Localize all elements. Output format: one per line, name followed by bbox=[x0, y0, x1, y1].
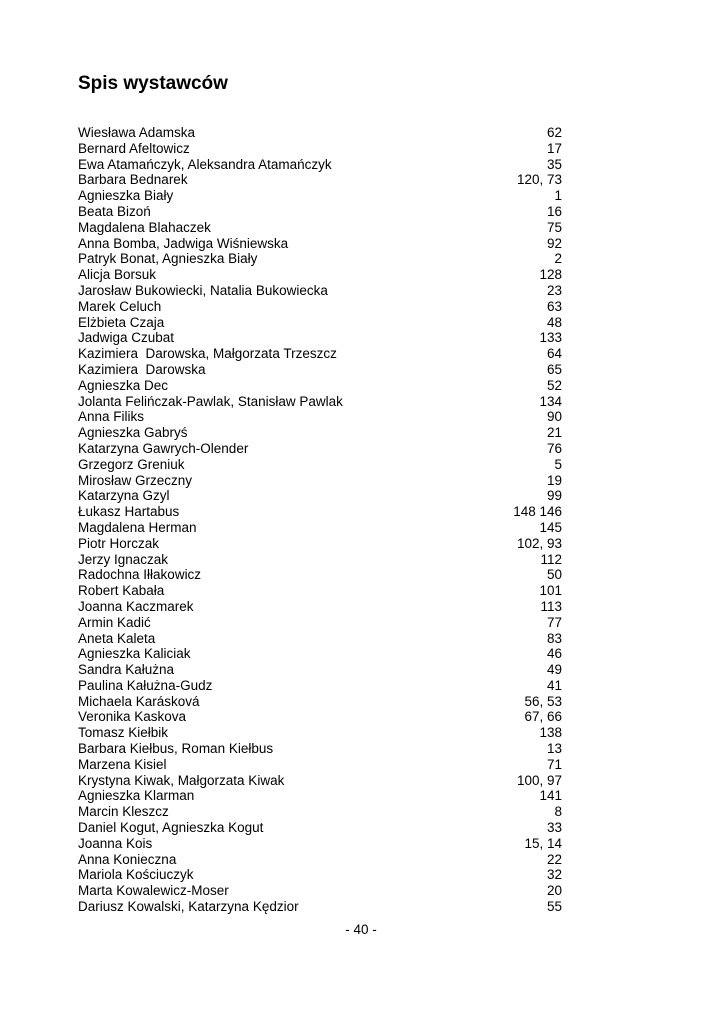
exhibitor-pages: 32 bbox=[546, 867, 562, 883]
exhibitor-name: Alicja Borsuk bbox=[78, 267, 157, 283]
exhibitor-pages: 65 bbox=[546, 361, 562, 377]
list-item bbox=[78, 220, 562, 236]
exhibitor-pages: 75 bbox=[546, 219, 562, 235]
exhibitor-name: Katarzyna Gawrych-Olender bbox=[78, 440, 249, 456]
list-item bbox=[78, 346, 562, 362]
list-item bbox=[78, 141, 562, 157]
list-item bbox=[78, 488, 562, 504]
exhibitor-pages: 8 bbox=[554, 804, 562, 820]
exhibitor-name: Agnieszka Kaliciak bbox=[78, 646, 191, 662]
exhibitor-pages: 22 bbox=[546, 851, 562, 867]
exhibitor-name: Barbara Kiełbus, Roman Kiełbus bbox=[78, 741, 274, 757]
exhibitor-pages: 138 bbox=[539, 725, 562, 741]
exhibitor-pages: 35 bbox=[546, 156, 562, 172]
exhibitor-name: Kazimiera Darowska, Małgorzata Trzeszcz bbox=[78, 346, 337, 362]
exhibitor-name: Agnieszka Klarman bbox=[78, 788, 195, 804]
list-item bbox=[78, 694, 562, 710]
exhibitor-pages: 46 bbox=[546, 646, 562, 662]
list-item bbox=[78, 836, 562, 852]
exhibitor-pages: 2 bbox=[554, 251, 562, 267]
exhibitor-name: Agnieszka Biały bbox=[78, 188, 174, 204]
list-item bbox=[78, 536, 562, 552]
exhibitor-pages: 112 bbox=[540, 551, 562, 567]
exhibitor-name: Anna Bomba, Jadwiga Wiśniewska bbox=[78, 235, 289, 251]
exhibitor-pages: 13 bbox=[546, 741, 562, 757]
exhibitor-pages: 1 bbox=[554, 188, 562, 204]
list-item bbox=[78, 757, 562, 773]
list-item bbox=[78, 883, 562, 899]
exhibitor-pages: 102, 93 bbox=[516, 535, 562, 551]
exhibitor-pages: 133 bbox=[539, 330, 562, 346]
exhibitor-pages: 33 bbox=[546, 820, 562, 836]
exhibitor-name: Veronika Kaskova bbox=[78, 709, 187, 725]
list-item bbox=[78, 236, 562, 252]
exhibitor-pages: 62 bbox=[546, 125, 562, 140]
list-item bbox=[78, 425, 562, 441]
list-item bbox=[78, 330, 562, 346]
list-item bbox=[78, 662, 562, 678]
exhibitor-pages: 52 bbox=[546, 377, 562, 393]
list-item bbox=[78, 899, 562, 915]
list-item bbox=[78, 725, 562, 741]
exhibitor-name: Bernard Afeltowicz bbox=[78, 140, 190, 156]
exhibitor-pages: 49 bbox=[546, 662, 562, 678]
list-item bbox=[78, 394, 562, 410]
exhibitor-pages: 90 bbox=[546, 409, 562, 425]
exhibitor-name: Magdalena Herman bbox=[78, 519, 197, 535]
exhibitor-name: Agnieszka Gabryś bbox=[78, 425, 188, 441]
list-item bbox=[78, 251, 562, 267]
exhibitor-pages: 50 bbox=[546, 567, 562, 583]
exhibitor-name: Jarosław Bukowiecki, Natalia Bukowiecka bbox=[78, 282, 328, 298]
exhibitor-name: Magdalena Blahaczek bbox=[78, 219, 211, 235]
list-item bbox=[78, 188, 562, 204]
exhibitor-pages: 67, 66 bbox=[524, 709, 562, 725]
list-item bbox=[78, 615, 562, 631]
exhibitor-pages: 92 bbox=[546, 235, 562, 251]
list-item bbox=[78, 646, 562, 662]
exhibitor-name: Kazimiera Darowska bbox=[78, 361, 206, 377]
exhibitor-pages: 113 bbox=[540, 598, 562, 614]
exhibitor-pages: 76 bbox=[546, 440, 562, 456]
list-item bbox=[78, 457, 562, 473]
list-item bbox=[78, 631, 562, 647]
exhibitor-list bbox=[78, 125, 562, 915]
list-item bbox=[78, 283, 562, 299]
exhibitor-pages: 141 bbox=[539, 788, 562, 804]
exhibitor-name: Marek Celuch bbox=[78, 298, 162, 314]
list-item bbox=[78, 315, 562, 331]
exhibitor-name: Barbara Bednarek bbox=[78, 172, 188, 188]
exhibitor-name: Agnieszka Dec bbox=[78, 377, 169, 393]
exhibitor-pages: 77 bbox=[546, 614, 562, 630]
list-item bbox=[78, 267, 562, 283]
exhibitor-name: Tomasz Kiełbik bbox=[78, 725, 169, 741]
exhibitor-pages: 100, 97 bbox=[516, 772, 562, 788]
exhibitor-name: Łukasz Hartabus bbox=[78, 504, 180, 520]
exhibitor-name: Grzegorz Greniuk bbox=[78, 456, 185, 472]
exhibitor-pages: 19 bbox=[546, 472, 562, 488]
exhibitor-pages: 128 bbox=[539, 267, 562, 283]
exhibitor-name: Elżbieta Czaja bbox=[78, 314, 165, 330]
exhibitor-name: Sandra Kałużna bbox=[78, 662, 175, 678]
exhibitor-pages: 41 bbox=[546, 677, 562, 693]
exhibitor-pages: 20 bbox=[546, 883, 562, 899]
exhibitor-name: Jadwiga Czubat bbox=[78, 330, 175, 346]
exhibitor-name: Dariusz Kowalski, Katarzyna Kędzior bbox=[78, 899, 299, 915]
exhibitor-name: Radochna Iłłakowicz bbox=[78, 567, 202, 583]
exhibitor-name: Robert Kabała bbox=[78, 583, 165, 599]
exhibitor-pages: 120, 73 bbox=[516, 172, 562, 188]
exhibitor-name: Jerzy Ignaczak bbox=[78, 551, 169, 567]
list-item bbox=[78, 820, 562, 836]
exhibitor-name: Piotr Horczak bbox=[78, 535, 160, 551]
exhibitor-pages: 5 bbox=[554, 456, 562, 472]
list-item bbox=[78, 125, 562, 141]
exhibitor-pages: 83 bbox=[546, 630, 562, 646]
exhibitor-name: Anna Konieczna bbox=[78, 851, 177, 867]
exhibitor-pages: 145 bbox=[539, 519, 562, 535]
exhibitor-name: Joanna Kaczmarek bbox=[78, 598, 194, 614]
list-item bbox=[78, 362, 562, 378]
list-item bbox=[78, 583, 562, 599]
exhibitor-pages: 148 146 bbox=[513, 504, 562, 520]
list-item bbox=[78, 567, 562, 583]
list-item bbox=[78, 378, 562, 394]
exhibitor-pages: 64 bbox=[546, 346, 562, 362]
exhibitor-name: Michaela Karásková bbox=[78, 693, 200, 709]
exhibitor-pages: 101 bbox=[539, 583, 562, 599]
exhibitor-pages: 23 bbox=[546, 282, 562, 298]
list-item bbox=[78, 157, 562, 173]
exhibitor-pages: 56, 53 bbox=[524, 693, 562, 709]
exhibitor-name: Marzena Kisiel bbox=[78, 756, 167, 772]
exhibitor-name: Mirosław Grzeczny bbox=[78, 472, 193, 488]
exhibitor-name: Ewa Atamańczyk, Aleksandra Atamańczyk bbox=[78, 156, 332, 172]
list-item bbox=[78, 867, 562, 883]
exhibitor-pages: 21 bbox=[546, 425, 562, 441]
exhibitor-pages: 15, 14 bbox=[524, 835, 562, 851]
list-item bbox=[78, 172, 562, 188]
exhibitor-name: Joanna Kois bbox=[78, 835, 153, 851]
list-item bbox=[78, 409, 562, 425]
exhibitor-name: Jolanta Felińczak-Pawlak, Stanisław Pawlak bbox=[78, 393, 343, 409]
exhibitor-pages: 71 bbox=[546, 756, 562, 772]
list-item bbox=[78, 520, 562, 536]
list-item bbox=[78, 204, 562, 220]
list-item bbox=[78, 741, 562, 757]
exhibitor-pages: 63 bbox=[546, 298, 562, 314]
exhibitor-name: Marcin Kleszcz bbox=[78, 804, 169, 820]
exhibitor-name: Aneta Kaleta bbox=[78, 630, 156, 646]
exhibitor-name: Mariola Kościuczyk bbox=[78, 867, 194, 883]
exhibitor-name: Paulina Kałużna-Gudz bbox=[78, 677, 213, 693]
list-item bbox=[78, 299, 562, 315]
list-item bbox=[78, 773, 562, 789]
list-item bbox=[78, 441, 562, 457]
exhibitor-pages: 134 bbox=[539, 393, 562, 409]
exhibitor-name: Krystyna Kiwak, Małgorzata Kiwak bbox=[78, 772, 285, 788]
exhibitor-name: Anna Filiks bbox=[78, 409, 145, 425]
exhibitor-name: Daniel Kogut, Agnieszka Kogut bbox=[78, 820, 264, 836]
list-item bbox=[78, 852, 562, 868]
exhibitor-pages: 99 bbox=[546, 488, 562, 504]
list-item bbox=[78, 473, 562, 489]
exhibitor-pages: 48 bbox=[546, 314, 562, 330]
list-item bbox=[78, 552, 562, 568]
list-item bbox=[78, 599, 562, 615]
list-item bbox=[78, 678, 562, 694]
exhibitor-pages: 55 bbox=[546, 899, 562, 915]
exhibitor-pages: 16 bbox=[546, 203, 562, 219]
exhibitor-name: Beata Bizoń bbox=[78, 203, 151, 219]
exhibitor-pages: 17 bbox=[546, 140, 562, 156]
exhibitor-name: Armin Kadić bbox=[78, 614, 151, 630]
list-item bbox=[78, 709, 562, 725]
page-title: Spis wystawców bbox=[78, 73, 228, 94]
list-item bbox=[78, 804, 562, 820]
exhibitor-name: Patryk Bonat, Agnieszka Biały bbox=[78, 251, 258, 267]
list-item bbox=[78, 504, 562, 520]
exhibitor-name: Marta Kowalewicz-Moser bbox=[78, 883, 229, 899]
exhibitor-name: Katarzyna Gzyl bbox=[78, 488, 170, 504]
exhibitor-name: Wiesława Adamska bbox=[78, 125, 196, 140]
list-item bbox=[78, 788, 562, 804]
page-number: - 40 - bbox=[345, 922, 377, 937]
